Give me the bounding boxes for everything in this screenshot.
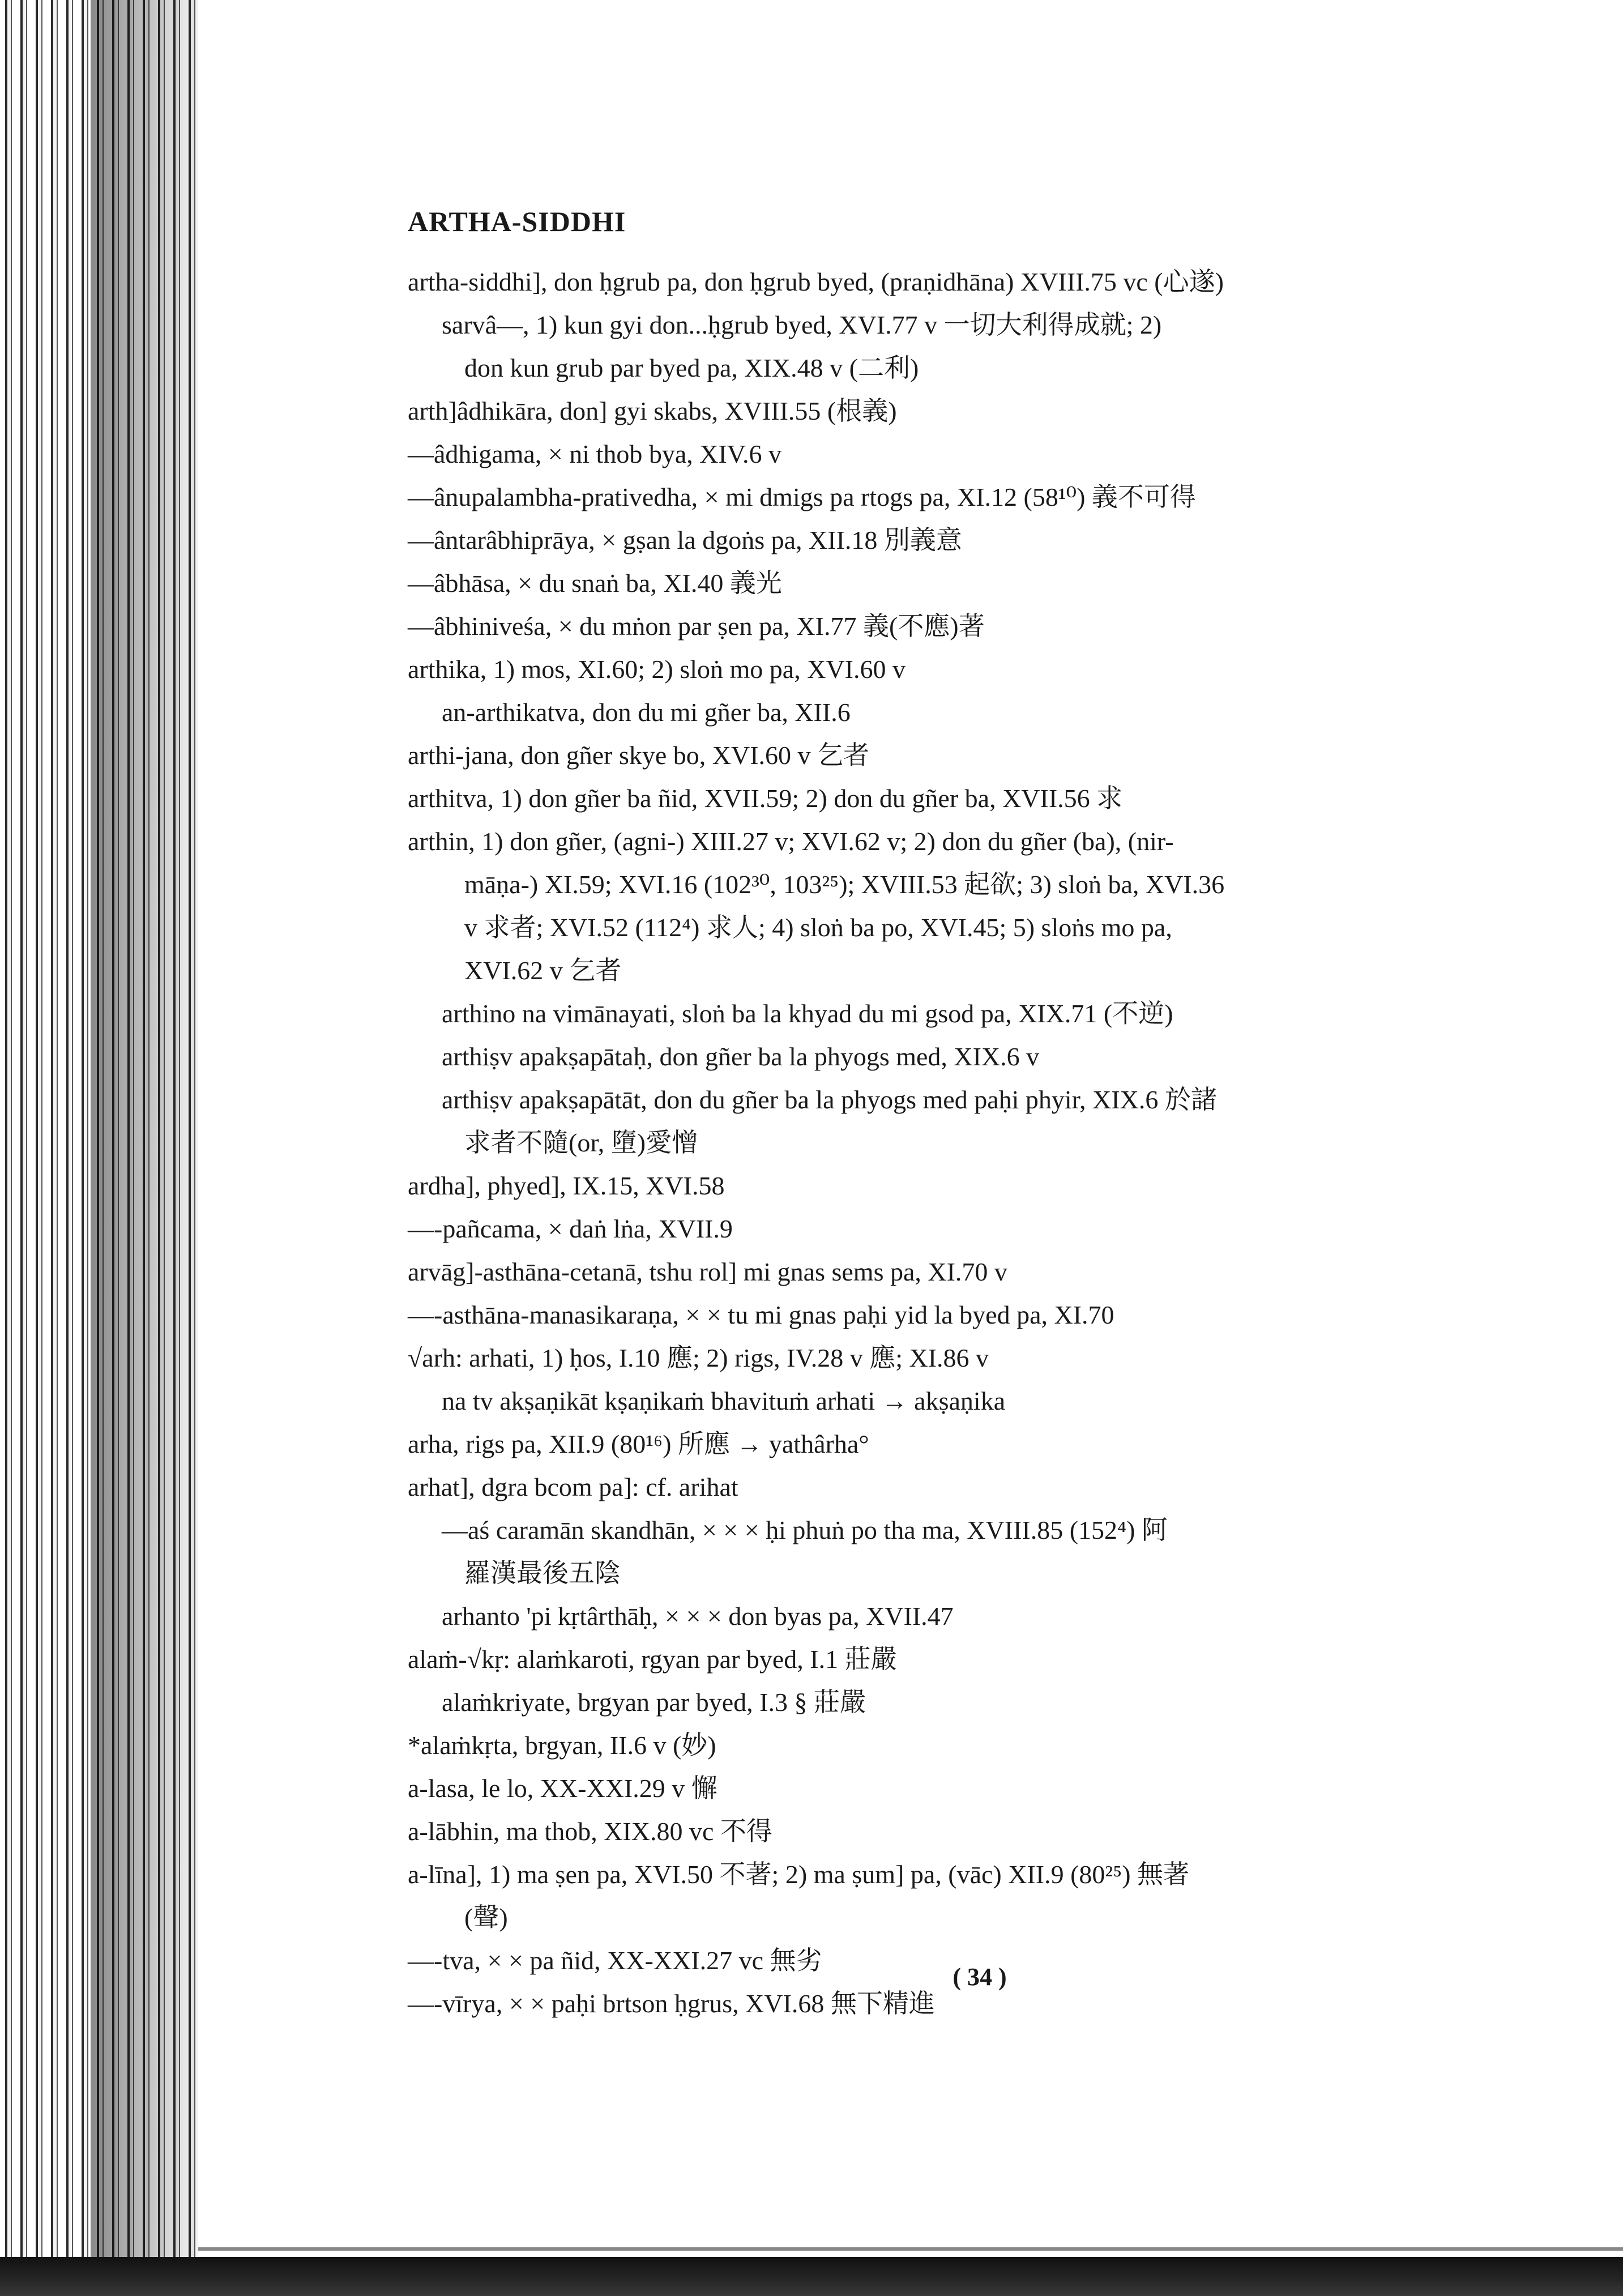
entry-list bbox=[408, 261, 1518, 2025]
entry-line: —ânupalambha-prativedha, × mi dmigs pa rtogs pa, XI.12 (58¹⁰) 義不可得 bbox=[408, 483, 1196, 511]
entry-line: ardha], phyed], IX.15, XVI.58 bbox=[408, 1171, 725, 1200]
entry-line: arthiṣv apakṣapātaḥ, don gñer ba la phyogs med, XIX.6 v bbox=[442, 1042, 1040, 1071]
scan-bottom-border bbox=[0, 2257, 1623, 2296]
entry-line: alaṁkriyate, brgyan par byed, I.3 § 莊嚴 bbox=[442, 1688, 866, 1717]
entry-line: arthin, 1) don gñer, (agni-) XIII.27 v; XVI.62 v; 2) don du gñer (ba), (nir- bbox=[408, 827, 1174, 856]
bottom-rule bbox=[198, 2247, 1623, 2251]
entry-line: arha, rigs pa, XII.9 (80¹⁶) 所應 → yathârha° bbox=[408, 1429, 869, 1458]
binding-shadow bbox=[91, 0, 198, 2257]
page-number: ( 34 ) bbox=[953, 1963, 1007, 1991]
entry-line: arth]âdhikāra, don] gyi skabs, XVIII.55 (根義) bbox=[408, 396, 897, 425]
entry-line: —ântarâbhiprāya, × gṣan la dgoṅs pa, XII.18 別義意 bbox=[408, 526, 962, 554]
entry-line: —-pañcama, × daṅ lṅa, XVII.9 bbox=[408, 1214, 733, 1243]
entry-line: —âbhāsa, × du snaṅ ba, XI.40 義光 bbox=[408, 569, 782, 598]
entry-line: —aś caramān skandhān, × × × ḥi phuṅ po tha ma, XVIII.85 (152⁴) 阿 bbox=[442, 1516, 1168, 1544]
entry-line: v 求者; XVI.52 (112⁴) 求人; 4) sloṅ ba po, XVI.45; 5) sloṅs mo pa, bbox=[464, 913, 1172, 942]
entry-line: a-lasa, le lo, XX-XXI.29 v 懈 bbox=[408, 1774, 717, 1803]
entry-line: sarvâ—, 1) kun gyi don...ḥgrub byed, XVI.77 v 一切大利得成就; 2) bbox=[442, 310, 1162, 339]
entry-line: 求者不隨(or, 墮)愛憎 bbox=[464, 1128, 698, 1157]
entry-line: na tv akṣaṇikāt kṣaṇikaṁ bhavituṁ arhati → akṣaṇika bbox=[442, 1386, 1006, 1415]
entry-line: arvāg]-asthāna-cetanā, tshu rol] mi gnas sems pa, XI.70 v bbox=[408, 1257, 1007, 1286]
entry-line: a-līna], 1) ma ṣen pa, XVI.50 不著; 2) ma ṣum] pa, (vāc) XII.9 (80²⁵) 無著 bbox=[408, 1860, 1190, 1889]
entry-line: a-lābhin, ma thob, XIX.80 vc 不得 bbox=[408, 1817, 772, 1846]
entry-line: don kun grub par byed pa, XIX.48 v (二利) bbox=[464, 353, 919, 382]
dictionary-page bbox=[408, 204, 1518, 2025]
entry-line: arthiṣv apakṣapātāt, don du gñer ba la phyogs med paḥi phyir, XIX.6 於諸 bbox=[442, 1085, 1217, 1114]
entry-line: —-asthāna-manasikaraṇa, × × tu mi gnas paḥi yid la byed pa, XI.70 bbox=[408, 1300, 1114, 1329]
entry-line: arthino na vimānayati, sloṅ ba la khyad du mi gsod pa, XIX.71 (不逆) bbox=[442, 999, 1173, 1028]
entry-line: arthi-jana, don gñer skye bo, XVI.60 v 乞者 bbox=[408, 741, 870, 770]
entry-line: arthika, 1) mos, XI.60; 2) sloṅ mo pa, XVI.60 v bbox=[408, 655, 906, 684]
entry-line: —âbhiniveśa, × du mṅon par ṣen pa, XI.77 義(不應)著 bbox=[408, 612, 985, 641]
entry-line: —âdhigama, × ni thob bya, XIV.6 v bbox=[408, 439, 782, 468]
entry-line: an-arthikatva, don du mi gñer ba, XII.6 bbox=[442, 698, 851, 727]
entry-line: XVI.62 v 乞者 bbox=[464, 956, 622, 985]
entry-line: arhat], dgra bcom pa]: cf. arihat bbox=[408, 1473, 738, 1501]
entry-line: alaṁ-√kṛ: alaṁkaroti, rgyan par byed, I.1 莊嚴 bbox=[408, 1645, 897, 1674]
entry-line: *alaṁkṛta, brgyan, II.6 v (妙) bbox=[408, 1731, 716, 1760]
entry-line: (聲) bbox=[464, 1903, 508, 1932]
entry-line: māṇa-) XI.59; XVI.16 (102³⁰, 103²⁵); XVIII.53 起欲; 3) sloṅ ba, XVI.36 bbox=[464, 870, 1225, 899]
entry-line: √arh: arhati, 1) ḥos, I.10 應; 2) rigs, IV.28 v 應; XI.86 v bbox=[408, 1343, 989, 1372]
running-head: ARTHA-SIDDHI bbox=[408, 206, 626, 237]
entry-line: arthitva, 1) don gñer ba ñid, XVII.59; 2) don du gñer ba, XVII.56 求 bbox=[408, 784, 1123, 813]
entry-line: arhanto 'pi kṛtârthāḥ, × × × don byas pa, XVII.47 bbox=[442, 1602, 954, 1631]
entry-line: artha-siddhi], don ḥgrub pa, don ḥgrub byed, (praṇidhāna) XVIII.75 vc (心遂) bbox=[408, 267, 1224, 296]
entry-line: —-tva, × × pa ñid, XX-XXI.27 vc 無劣 bbox=[408, 1946, 822, 1975]
entry-line: 羅漢最後五陰 bbox=[464, 1559, 621, 1587]
entry-line: —-vīrya, × × paḥi brtson ḥgrus, XVI.68 無下精進 bbox=[408, 1989, 935, 2018]
